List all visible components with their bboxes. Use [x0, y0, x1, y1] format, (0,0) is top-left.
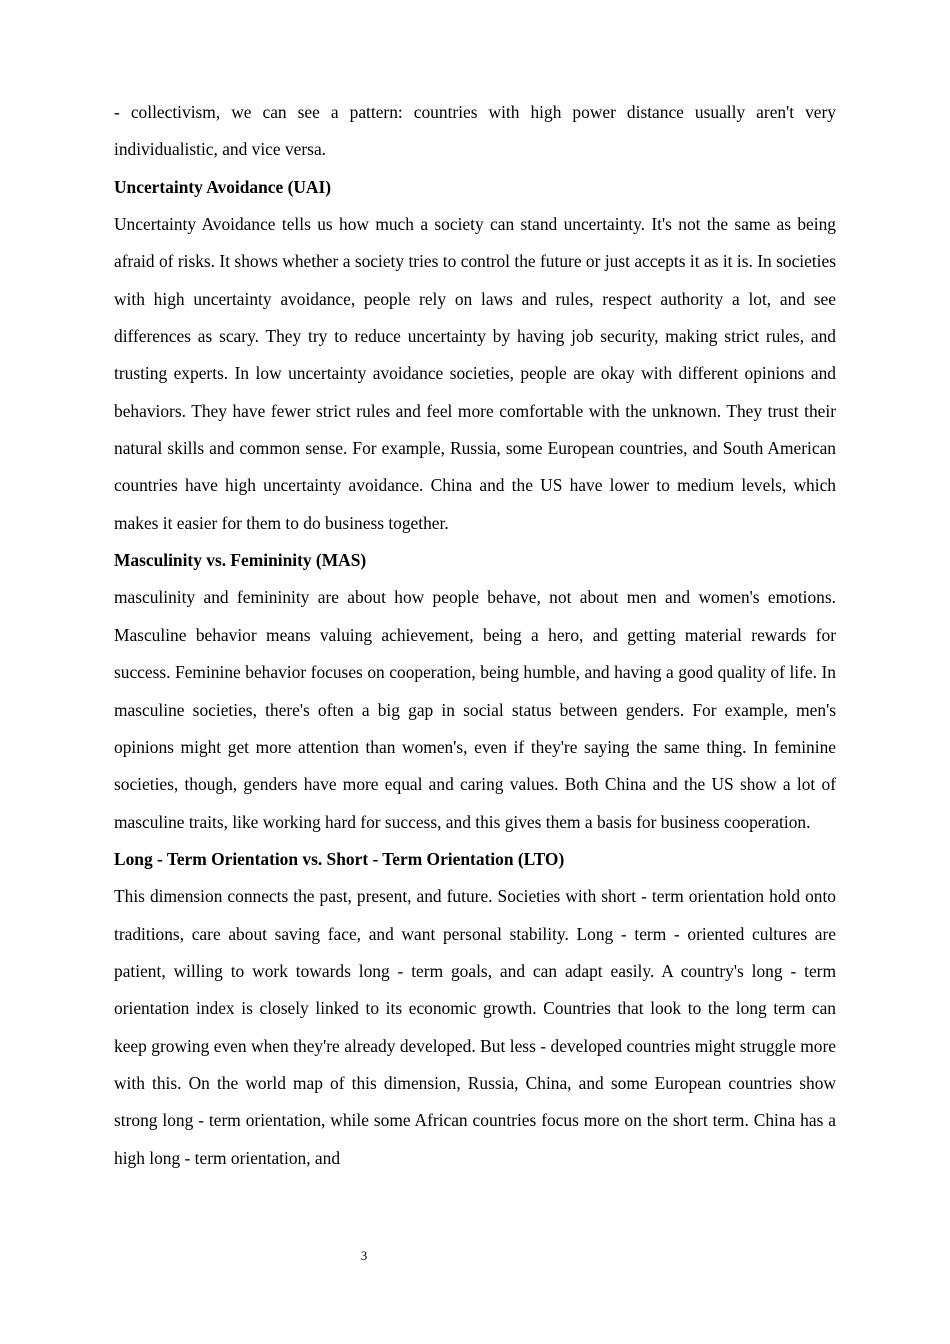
section-heading-uai: Uncertainty Avoidance (UAI) [114, 176, 332, 197]
section-heading-lto: Long - Term Orientation vs. Short - Term Orientation (LTO) [114, 848, 565, 869]
document-body [114, 94, 836, 1177]
intro-paragraph: - collectivism, we can see a pattern: countries with high power distance usually aren't very individualistic, and vice versa. [114, 102, 836, 160]
page-number: 3 [360, 1248, 368, 1263]
section-body-lto: This dimension connects the past, present, and future. Societies with short - term orientation hold onto traditions, care about saving face, and want personal stability. Long - term - oriented cultures are patient, willing to work towards long - term goals, and can adapt easily. A country's long - term orientation index is closely linked to its economic growth. Countries that look to the long term can keep growing even when they're already developed. But less - developed countries might struggle more with this. On the world map of this dimension, Russia, China, and some European countries show strong long - term orientation, while some African countries focus more on the short term. China has a high long - term orientation, and [114, 886, 836, 1168]
section-body-mas: masculinity and femininity are about how people behave, not about men and women's emotions. Masculine behavior means valuing achievement, being a hero, and getting material rewards for success. Feminine behavior focuses on cooperation, being humble, and having a good quality of life. In masculine societies, there's often a big gap in social status between genders. For example, men's opinions might get more attention than women's, even if they're saying the same thing. In feminine societies, though, genders have more equal and caring values. Both China and the US show a lot of masculine traits, like working hard for success, and this gives them a basis for business cooperation. [114, 587, 836, 832]
section-heading-mas: Masculinity vs. Femininity (MAS) [114, 550, 367, 571]
section-body-uai: Uncertainty Avoidance tells us how much a society can stand uncertainty. It's not the same as being afraid of risks. It shows whether a society tries to control the future or just accepts it as it is. In societies with high uncertainty avoidance, people rely on laws and rules, respect authority a lot, and see differences as scary. They try to reduce uncertainty by having job security, making strict rules, and trusting experts. In low uncertainty avoidance societies, people are okay with different opinions and behaviors. They have fewer strict rules and feel more comfortable with the unknown. They trust their natural skills and common sense. For example, Russia, some European countries, and South American countries have high uncertainty avoidance. China and the US have lower to medium levels, which makes it easier for them to do business together. [114, 214, 836, 533]
